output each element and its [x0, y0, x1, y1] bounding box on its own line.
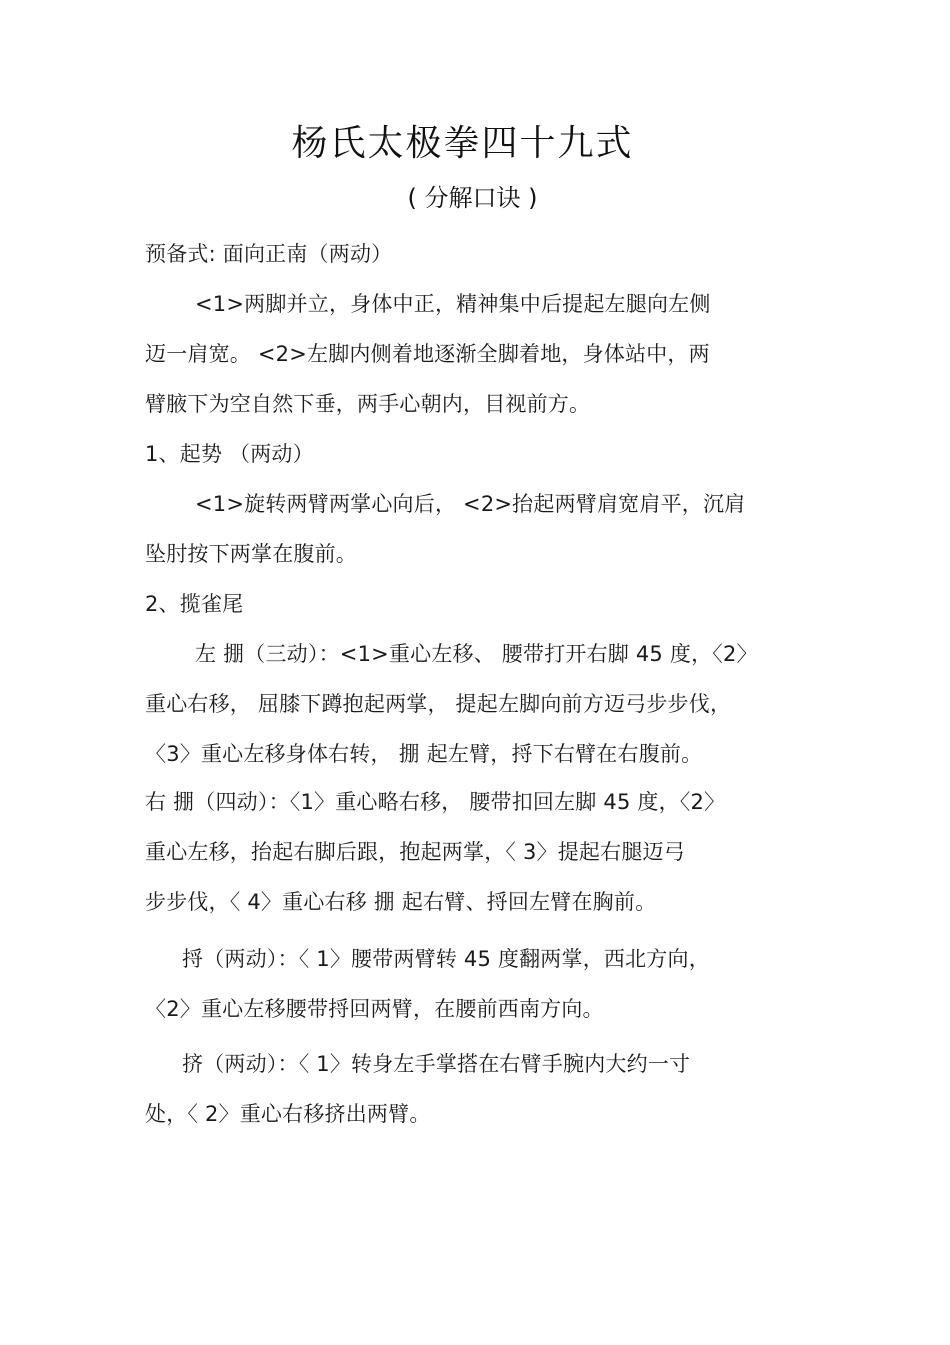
text-line: 重心右移， 屈膝下蹲抱起两掌， 提起左脚向前方迈弓步步伐，: [145, 692, 732, 716]
text-line: 左 掤（三动）：<1>重心左移、 腰带打开右脚 45 度，〈2〉: [195, 642, 758, 666]
text-line: <1>两脚并立，身体中正，精神集中后提起左腿向左侧: [195, 292, 711, 316]
text-line: 右 掤（四动）：〈1〉重心略右移， 腰带扣回左脚 45 度，〈2〉: [145, 790, 726, 814]
text-line: 臂腋下为空自然下垂，两手心朝内，目视前方。: [145, 392, 591, 416]
text-line: 迈一肩宽。 <2>左脚内侧着地逐渐全脚着地，身体站中，两: [145, 342, 710, 366]
text-line: 捋（两动）：〈 1〉腰带两臂转 45 度翻两掌，西北方向，: [182, 947, 710, 971]
text-line: 步步伐，〈 4〉重心右移 掤 起右臂、捋回左臂在胸前。: [145, 890, 657, 914]
text-line: 处，〈 2〉重心右移挤出两臂。: [145, 1102, 431, 1126]
text-line: 挤（两动）：〈 1〉转身左手掌搭在右臂手腕内大约一寸: [182, 1052, 691, 1076]
section-heading: 2、揽雀尾: [145, 592, 244, 616]
text-line: 重心左移，抬起右脚后跟，抱起两掌，〈 3〉提起右腿迈弓: [145, 840, 685, 864]
text-line: 坠肘按下两掌在腹前。: [145, 542, 357, 566]
text-line: 〈3〉重心左移身体右转， 掤 起左臂，捋下右臂在右腹前。: [145, 742, 703, 766]
document-title: 杨氏太极拳四十九式: [291, 123, 634, 164]
text-line: 预备式: 面向正南（两动）: [145, 242, 393, 266]
text-line: 〈2〉重心左移腰带捋回两臂，在腰前西南方向。: [145, 997, 604, 1021]
document-subtitle: ( 分解口诀 ): [407, 184, 538, 212]
text-line: <1>旋转两臂两掌心向后， <2>抬起两臂肩宽肩平，沉肩: [195, 492, 746, 516]
section-heading: 1、起势 （两动）: [145, 442, 314, 466]
